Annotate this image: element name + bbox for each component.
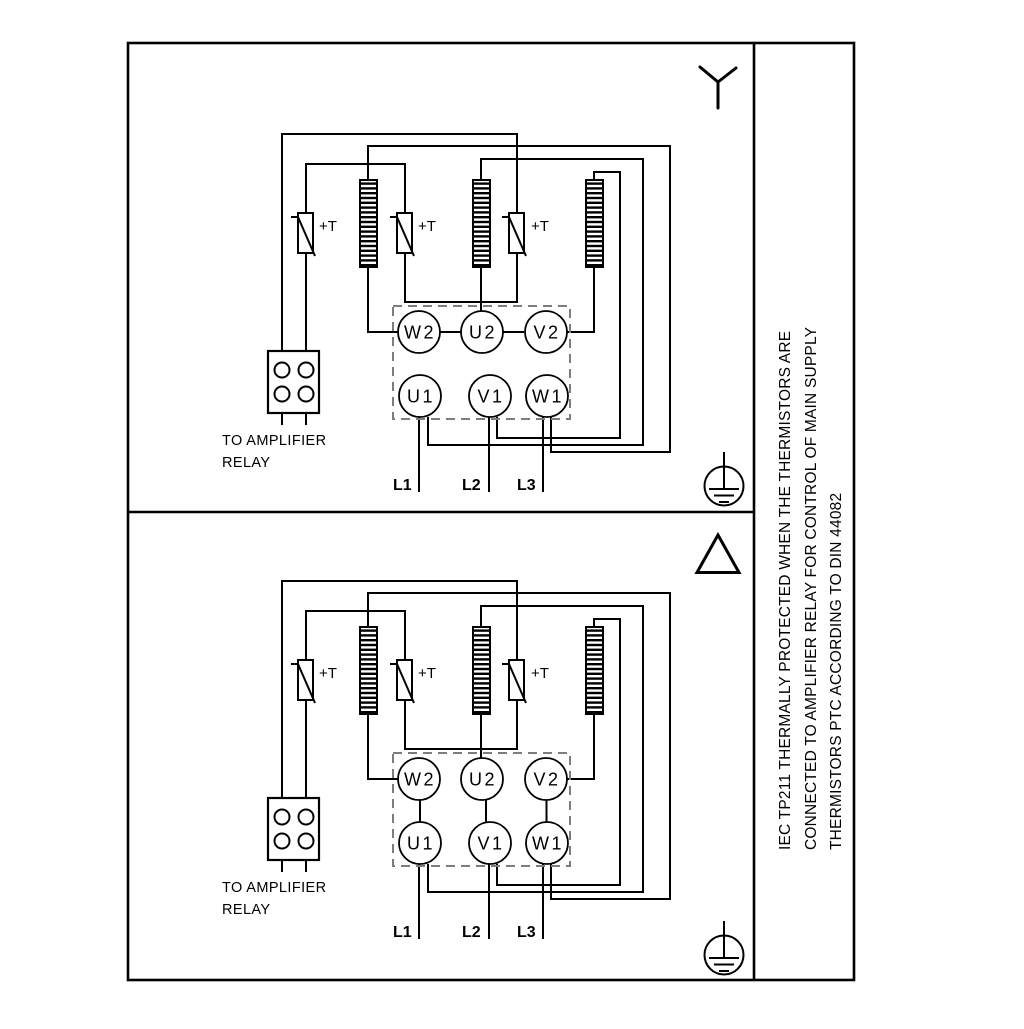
terminal-v2 xyxy=(525,311,567,353)
motor-winding-icon xyxy=(360,180,377,267)
note-line-1: IEC TP211 THERMALLY PROTECTED WHEN THE THERMISTORS ARE xyxy=(777,330,794,850)
thermistor-icon xyxy=(390,213,414,256)
supply-label-l2: L2 xyxy=(462,924,481,941)
terminal-u2 xyxy=(461,758,503,800)
delta-terminal-links xyxy=(420,800,547,822)
terminal-label: U2 xyxy=(468,322,498,343)
terminal-label: V1 xyxy=(477,386,505,407)
motor-winding-icon xyxy=(586,627,603,714)
note-line-3: THERMISTORS PTC ACCORDING TO DIN 44082 xyxy=(828,492,845,850)
star-panel-circuit xyxy=(222,134,670,494)
relay-caption-line1: TO AMPLIFIER xyxy=(222,880,327,896)
terminal-label: W1 xyxy=(532,833,564,854)
terminal-label: W1 xyxy=(532,386,564,407)
delta-panel xyxy=(222,535,744,975)
relay-caption-line1: TO AMPLIFIER xyxy=(222,433,327,449)
amplifier-relay-connector xyxy=(268,351,319,413)
relay-caption-line2: RELAY xyxy=(222,455,271,471)
thermistor-label: +T xyxy=(531,665,549,682)
delta-connection-icon xyxy=(697,535,739,573)
terminal-w2 xyxy=(398,758,440,800)
thermistor-icon xyxy=(502,660,526,703)
terminal-label: W2 xyxy=(404,322,436,343)
terminal-label: W2 xyxy=(404,769,436,790)
terminal-v1 xyxy=(469,375,511,417)
note-line-2: CONNECTED TO AMPLIFIER RELAY FOR CONTROL OF MAIN SUPPLY xyxy=(803,326,820,850)
terminal-label: U1 xyxy=(406,386,436,407)
motor-winding-icon xyxy=(586,180,603,267)
supply-label-l1: L1 xyxy=(393,924,412,941)
terminal-label: V1 xyxy=(477,833,505,854)
terminal-label: U1 xyxy=(406,833,436,854)
motor-winding-icon xyxy=(473,627,490,714)
delta-panel-circuit xyxy=(222,581,670,941)
terminal-v1 xyxy=(469,822,511,864)
earth-ground-icon xyxy=(705,921,744,975)
thermistor-label: +T xyxy=(418,665,436,682)
thermistor-label: +T xyxy=(319,218,337,235)
thermistor-label: +T xyxy=(319,665,337,682)
earth-ground-icon xyxy=(705,452,744,506)
terminal-v2 xyxy=(525,758,567,800)
terminal-label: V2 xyxy=(533,322,561,343)
terminal-label: V2 xyxy=(533,769,561,790)
supply-label-l1: L1 xyxy=(393,477,412,494)
terminal-u1 xyxy=(399,375,441,417)
supply-label-l3: L3 xyxy=(517,924,536,941)
relay-caption-line2: RELAY xyxy=(222,902,271,918)
star-panel xyxy=(222,67,744,506)
star-connection-icon xyxy=(700,67,736,108)
thermistor-label: +T xyxy=(531,218,549,235)
terminal-w1 xyxy=(526,822,568,864)
thermistor-icon xyxy=(291,213,315,256)
thermistor-icon xyxy=(291,660,315,703)
terminal-u2 xyxy=(461,311,503,353)
terminal-label: U2 xyxy=(468,769,498,790)
note-column xyxy=(777,327,845,850)
amplifier-relay-connector xyxy=(268,798,319,860)
terminal-w2 xyxy=(398,311,440,353)
thermistor-icon xyxy=(390,660,414,703)
motor-winding-icon xyxy=(360,627,377,714)
supply-label-l2: L2 xyxy=(462,477,481,494)
thermistor-icon xyxy=(502,213,526,256)
terminal-w1 xyxy=(526,375,568,417)
motor-winding-icon xyxy=(473,180,490,267)
terminal-u1 xyxy=(399,822,441,864)
thermistor-label: +T xyxy=(418,218,436,235)
supply-label-l3: L3 xyxy=(517,477,536,494)
